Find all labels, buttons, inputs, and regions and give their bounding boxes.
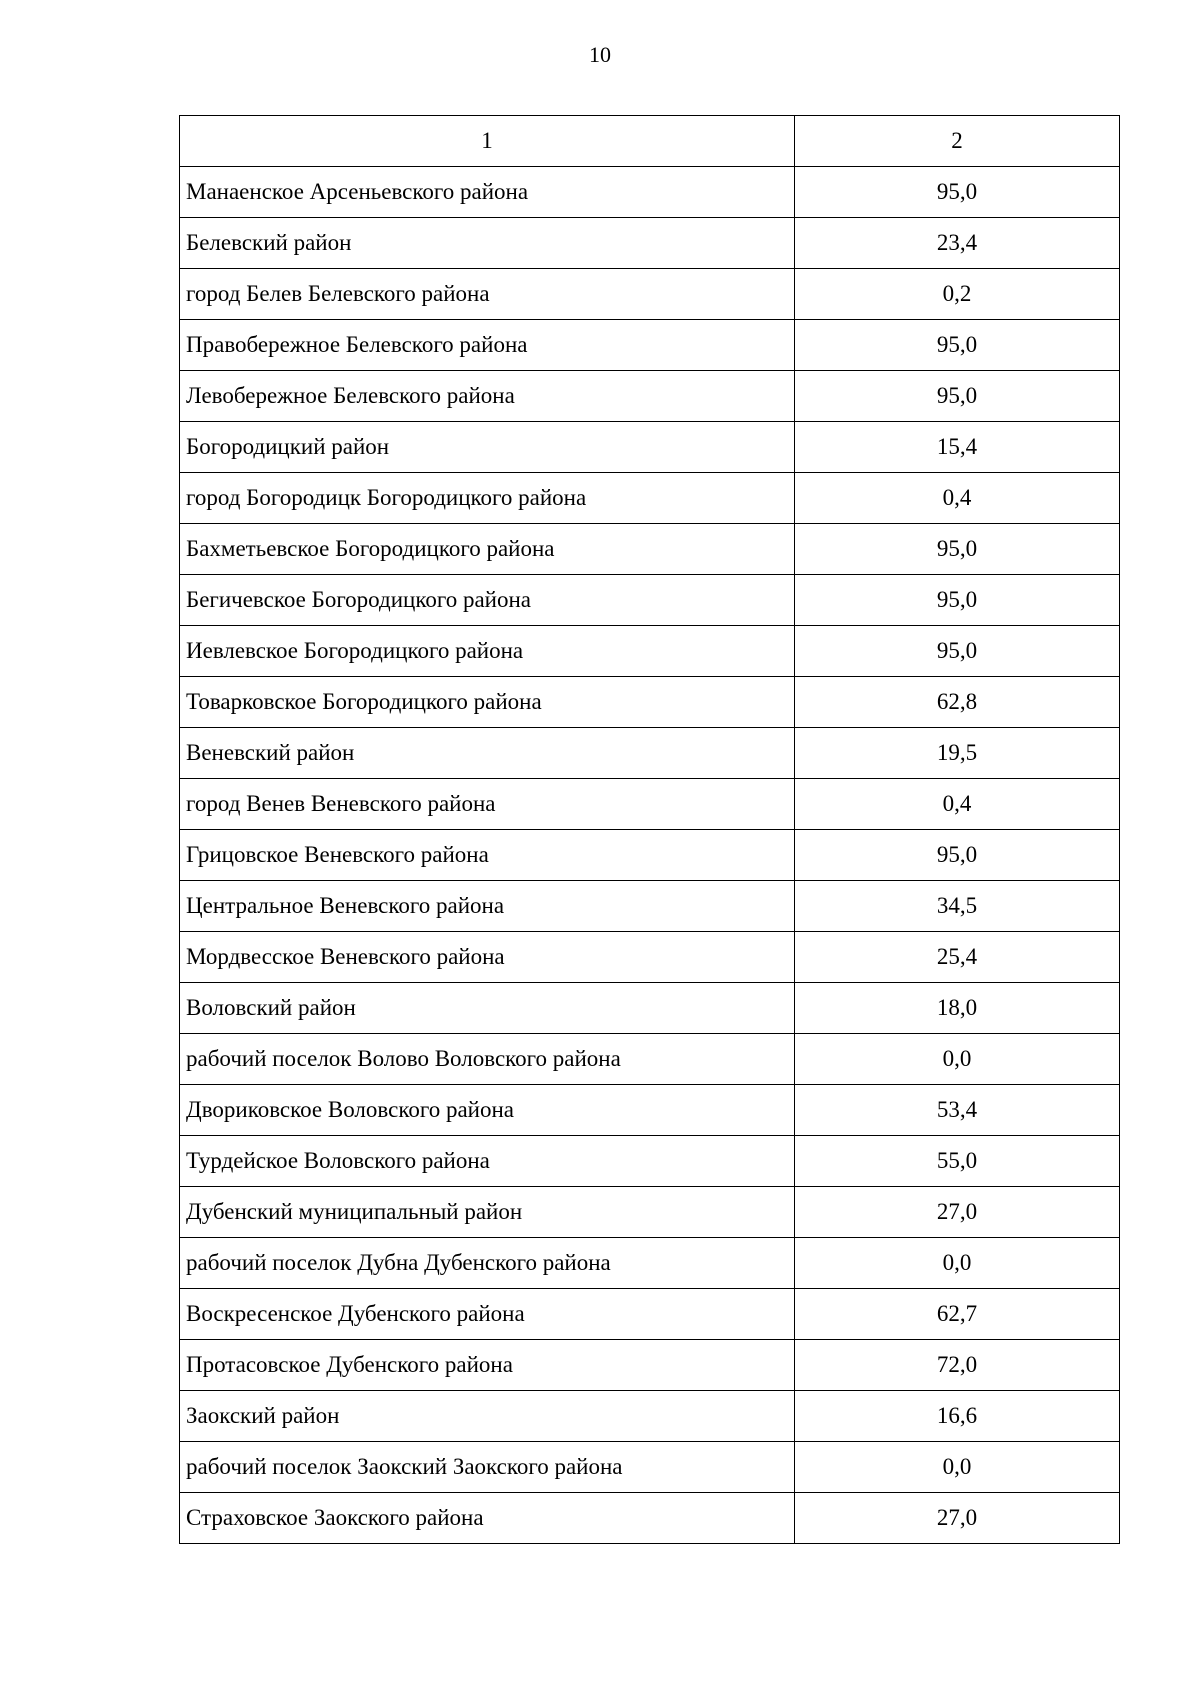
municipality-name-cell: Веневский район: [180, 728, 795, 779]
municipality-name-cell: рабочий поселок Дубна Дубенского района: [180, 1238, 795, 1289]
table-row: [180, 1085, 1120, 1136]
municipality-name-cell: город Богородицк Богородицкого района: [180, 473, 795, 524]
municipality-name-cell: Белевский район: [180, 218, 795, 269]
table-row: [180, 1034, 1120, 1085]
page-number: 10: [589, 42, 611, 67]
value-cell: 0,4: [795, 779, 1120, 830]
value-cell: 53,4: [795, 1085, 1120, 1136]
municipality-name-cell: Двориковское Воловского района: [180, 1085, 795, 1136]
municipality-name-cell: город Венев Веневского района: [180, 779, 795, 830]
value-cell: 62,7: [795, 1289, 1120, 1340]
table-row: [180, 1442, 1120, 1493]
table-row: [180, 932, 1120, 983]
table-row: [180, 320, 1120, 371]
value-cell: 0,0: [795, 1034, 1120, 1085]
municipality-name-cell: Левобережное Белевского района: [180, 371, 795, 422]
municipality-name-cell: Турдейское Воловского района: [180, 1136, 795, 1187]
value-cell: 95,0: [795, 575, 1120, 626]
value-cell: 95,0: [795, 320, 1120, 371]
municipality-name-cell: Протасовское Дубенского района: [180, 1340, 795, 1391]
value-cell: 95,0: [795, 524, 1120, 575]
value-cell: 19,5: [795, 728, 1120, 779]
value-cell: 0,0: [795, 1442, 1120, 1493]
value-cell: 15,4: [795, 422, 1120, 473]
table-row: [180, 1289, 1120, 1340]
municipality-name-cell: Иевлевское Богородицкого района: [180, 626, 795, 677]
value-cell: 62,8: [795, 677, 1120, 728]
value-cell: 0,0: [795, 1238, 1120, 1289]
municipality-name-cell: Бахметьевское Богородицкого района: [180, 524, 795, 575]
value-cell: 23,4: [795, 218, 1120, 269]
value-cell: 16,6: [795, 1391, 1120, 1442]
table-row: [180, 728, 1120, 779]
data-table: [179, 115, 1120, 1544]
table-row: [180, 473, 1120, 524]
value-cell: 27,0: [795, 1187, 1120, 1238]
column-number-2: 2: [795, 116, 1120, 167]
municipality-name-cell: Заокский район: [180, 1391, 795, 1442]
table-row: [180, 626, 1120, 677]
column-number-1: 1: [180, 116, 795, 167]
table-row: [180, 830, 1120, 881]
municipality-name-cell: Грицовское Веневского района: [180, 830, 795, 881]
table-row: [180, 167, 1120, 218]
municipality-name-cell: рабочий поселок Заокский Заокского района: [180, 1442, 795, 1493]
table-row: [180, 677, 1120, 728]
value-cell: 55,0: [795, 1136, 1120, 1187]
table-row: [180, 1136, 1120, 1187]
municipality-name-cell: Правобережное Белевского района: [180, 320, 795, 371]
table-body: [180, 116, 1120, 1544]
value-cell: 27,0: [795, 1493, 1120, 1544]
municipality-name-cell: Мордвесское Веневского района: [180, 932, 795, 983]
table-row: [180, 1238, 1120, 1289]
table-row: [180, 269, 1120, 320]
value-cell: 0,4: [795, 473, 1120, 524]
municipality-name-cell: Бегичевское Богородицкого района: [180, 575, 795, 626]
table-row: [180, 422, 1120, 473]
table-row: [180, 1187, 1120, 1238]
table-row: [180, 371, 1120, 422]
municipality-name-cell: рабочий поселок Волово Воловского района: [180, 1034, 795, 1085]
table-row: [180, 575, 1120, 626]
value-cell: 95,0: [795, 167, 1120, 218]
value-cell: 95,0: [795, 830, 1120, 881]
value-cell: 95,0: [795, 626, 1120, 677]
table-row: [180, 1493, 1120, 1544]
value-cell: 25,4: [795, 932, 1120, 983]
table-row: [180, 524, 1120, 575]
table-row: [180, 983, 1120, 1034]
municipality-name-cell: Центральное Веневского района: [180, 881, 795, 932]
table-row: [180, 1340, 1120, 1391]
municipality-name-cell: Богородицкий район: [180, 422, 795, 473]
value-cell: 72,0: [795, 1340, 1120, 1391]
municipality-name-cell: Манаенское Арсеньевского района: [180, 167, 795, 218]
table-row: [180, 218, 1120, 269]
value-cell: 34,5: [795, 881, 1120, 932]
value-cell: 0,2: [795, 269, 1120, 320]
table-row: [180, 1391, 1120, 1442]
municipality-name-cell: Товарковское Богородицкого района: [180, 677, 795, 728]
municipality-name-cell: Страховское Заокского района: [180, 1493, 795, 1544]
table-row: [180, 881, 1120, 932]
municipality-name-cell: Дубенский муниципальный район: [180, 1187, 795, 1238]
table-header-row: [180, 116, 1120, 167]
table-row: [180, 779, 1120, 830]
municipality-name-cell: Воскресенское Дубенского района: [180, 1289, 795, 1340]
municipality-name-cell: город Белев Белевского района: [180, 269, 795, 320]
value-cell: 95,0: [795, 371, 1120, 422]
value-cell: 18,0: [795, 983, 1120, 1034]
municipality-name-cell: Воловский район: [180, 983, 795, 1034]
